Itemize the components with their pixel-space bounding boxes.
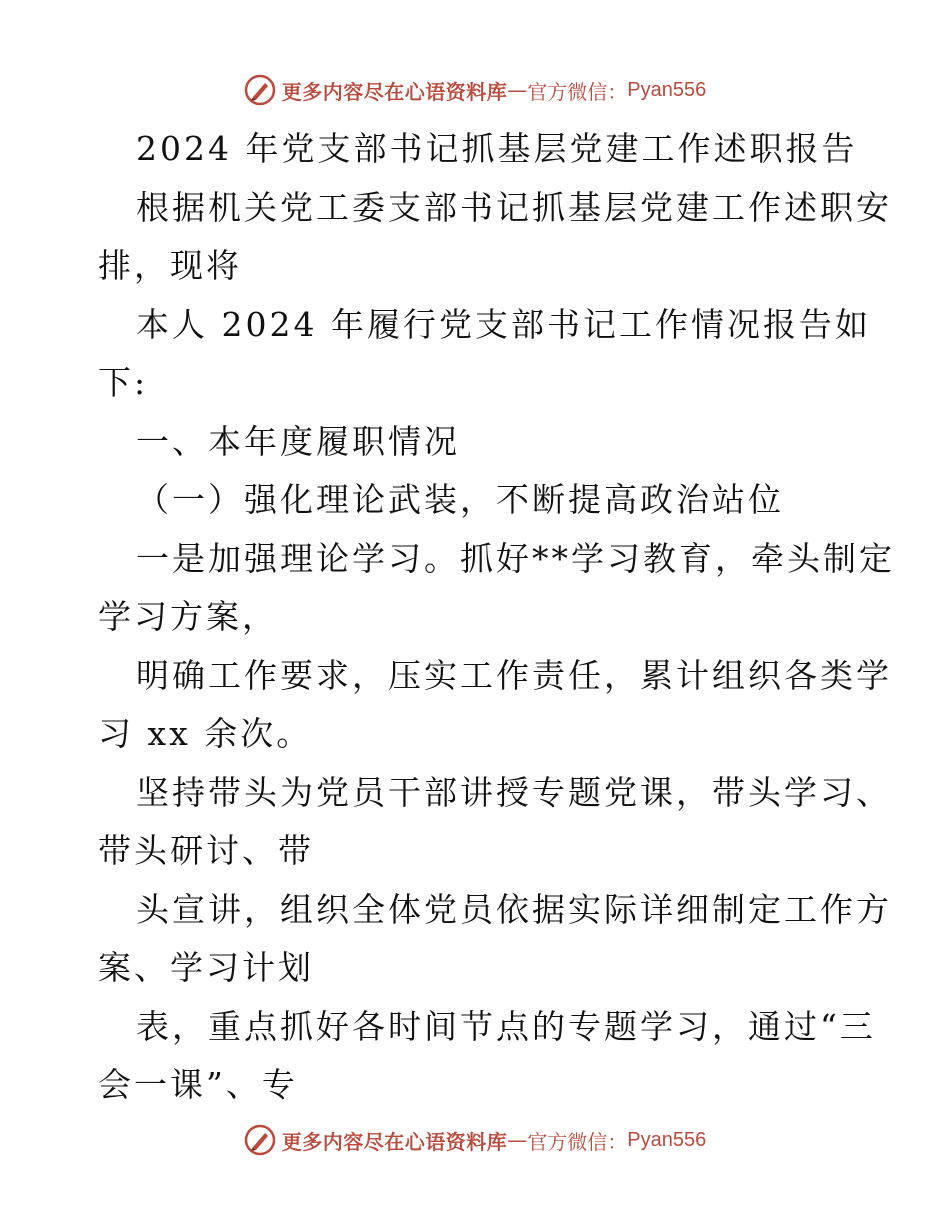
document-title: 2024 年党支部书记抓基层党建工作述职报告 — [136, 129, 858, 168]
paragraph-line: 案、学习计划 — [98, 948, 314, 987]
header-banner — [0, 70, 950, 110]
paragraph-line: 表，重点抓好各时间节点的专题学习，通过“三 — [136, 1006, 876, 1046]
paragraph-line: 明确工作要求，压实工作责任，累计组织各类学 — [136, 655, 892, 695]
footer-banner — [0, 1120, 950, 1160]
paragraph-line: 习 xx 余次。 — [98, 714, 313, 753]
paragraph-line: 排，现将 — [98, 246, 242, 285]
footer-site-text: 更多内容尽在心语资料库 — [281, 1129, 508, 1154]
paragraph-line: 坚持带头为党员干部讲授专题党课，带头学习、 — [136, 772, 892, 812]
paragraph-line: 会一课”、专 — [98, 1065, 298, 1104]
header-wechat-id: Pyan556 — [627, 78, 707, 101]
footer-separator: — — [507, 1128, 528, 1152]
paragraph-line: 下: — [98, 363, 149, 402]
paragraph-line: 一是加强理论学习。抓好**学习教育，牵头制定 — [136, 538, 895, 578]
paragraph-line: 学习方案， — [98, 597, 278, 636]
header-site-text: 更多内容尽在心语资料库 — [281, 79, 508, 104]
pen-logo-icon — [244, 1124, 276, 1156]
header-separator: — — [507, 78, 528, 102]
pen-logo-icon — [244, 74, 276, 106]
header-wechat-label: 官方微信： — [527, 79, 628, 104]
document-body — [98, 120, 895, 1115]
section-heading: 一、本年度履职情况 — [136, 421, 460, 461]
subsection-heading: （一）强化理论武装，不断提高政治站位 — [136, 480, 784, 519]
paragraph-line: 本人 2024 年履行党支部书记工作情况报告如 — [136, 304, 871, 344]
paragraph-line: 根据机关党工委支部书记抓基层党建工作述职安 — [136, 187, 892, 227]
footer-wechat-label: 官方微信： — [527, 1129, 628, 1154]
footer-wechat-id: Pyan556 — [627, 1128, 707, 1151]
paragraph-line: 带头研讨、带 — [98, 831, 314, 870]
paragraph-line: 头宣讲，组织全体党员依据实际详细制定工作方 — [136, 889, 892, 929]
